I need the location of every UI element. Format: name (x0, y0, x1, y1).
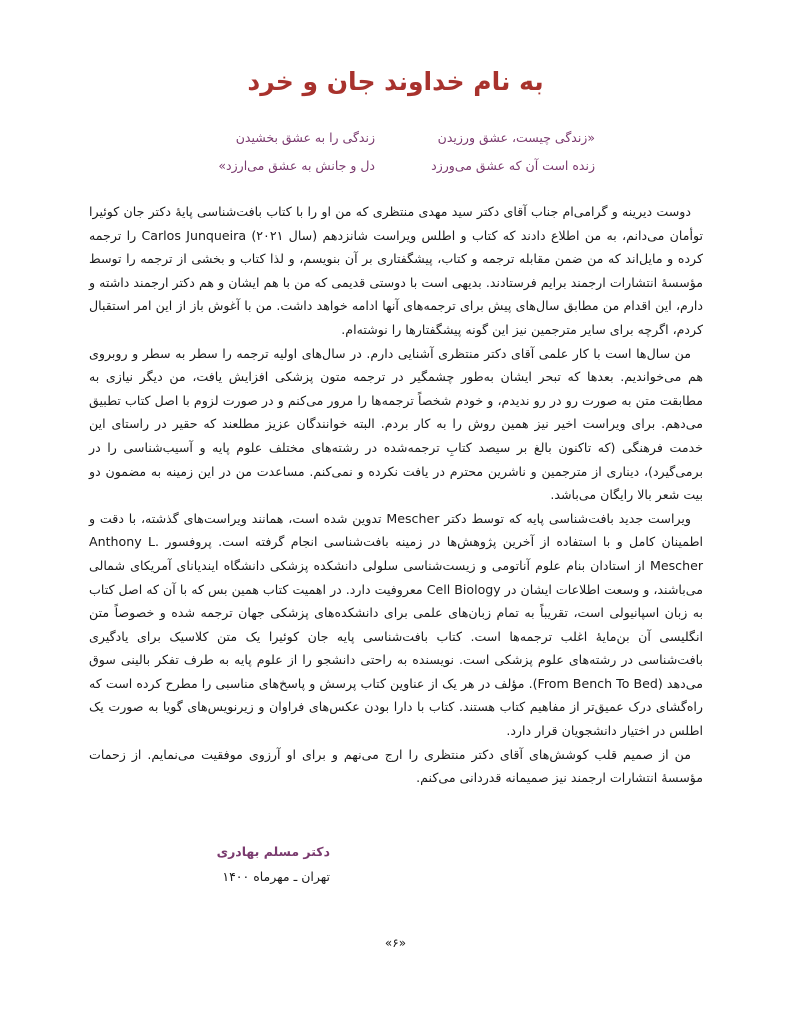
paragraph: دوست دیرینه و گرامی‌ام جناب آقای دکتر سید مهدی منتظری که من او را با کتاب بافت‌شناسی پایهٔ دکتر جان کوئیرا توأمان می‌دانم، به من اطلاع دادند که کتاب و اطلس ویراست شانزدهم (سال ۲۰۲۱) Carlos Junqueira را ترجمه کرده و مایل‌اند که من ضمن مقابله ترجمه و کتاب، پیشگفتاری بر آن بنویسم، و لذا کتاب و بخشی از ترجمه را توسط مؤسسهٔ انتشارات ارجمند برایم فرستادند. بدیهی است با دوستی قدیمی که من با هم ایشان و هم دکتر ارجمند داشته و دارم، این اقدام من مطابق سال‌های پیش برای ترجمه‌های آنها ادامه خواهد داشت. من با آغوش باز از این امر استقبال کردم، اگرچه برای سایر مترجمین نیز این گونه پیشگفتارها را نوشته‌ام. (89, 204, 703, 337)
poem-hemistich-left: زندگی را به عشق بخشیدن (235, 130, 375, 145)
poem-hemistich-right: «زندگی چیست، عشق ورزیدن (437, 130, 595, 145)
author-name: دکتر مسلم بهادری (216, 844, 330, 859)
poem-line (195, 152, 595, 180)
paragraph: ویراست جدید بافت‌شناسی پایه که توسط دکتر Mescher تدوین شده است، همانند ویراست‌های گذشته، با دقت و اطمینان کامل و با استفاده از آخرین پژوهش‌ها در زمینه بافت‌شناسی انجام گرفته است. پروفسور Anthony L. Mescher از استادان بنام علوم آناتومی و زیست‌شناسی سلولی دانشکده پزشکی دانشگاه ایندیانای آمریکای شمالی می‌باشند، و وسعت اطلاعات ایشان در Cell Biology معروفیت دارد. در اهمیت کتاب همین بس که با آن که اصل کتاب به زبان اسپانیولی است، تقریباً به تمام زبان‌های علمی برای دانشکده‌های پزشکی جهان ترجمه شده و خصوصاً متن انگلیسی آن بن‌مایهٔ اغلب ترجمه‌ها است. کتاب بافت‌شناسی پایه جان کوئیرا یک متن کلاسیک برای یادگیری بافت‌شناسی در رشته‌های علوم پزشکی است. نویسنده به راحتی دانشجو را از علوم پایه به طرف تفکر بالینی سوق می‌دهد (From Bench To Bed). مؤلف در هر یک از عناوین کتاب پرسش و پاسخ‌های مناسبی را مطرح کرده است که راه‌گشای درک عمیق‌تر از مفاهیم کتاب هستند. کتاب با دارا بودن عکس‌های فراوان و زیرنویس‌های گویا به صورت یک اطلس در اختیار دانشجویان قرار دارد. (89, 510, 703, 739)
preface-body (89, 200, 703, 790)
paragraph: من سال‌ها است با کار علمی آقای دکتر منتظری آشنایی دارم. در سال‌های اولیه ترجمه را سطر به سطر و روبروی هم می‌خواندیم. بعدها که تبحر ایشان به‌طور چشمگیر در ترجمه متون پزشکی افزایش یافت، من دیگر نیازی به مطابقت متن به صورت رو در رو ندیدم، و خودم شخصاً ترجمه‌ها را مرور می‌کنم و در صورت لزوم با اصل کتاب تطبیق می‌دهم. برای ویراست اخیر نیز همین روش را به کار بردم. البته خوانندگان عزیز مطلعند که حقیر در راستای این خدمت فرهنگی (که تاکنون بالغ بر سیصد کتابِ ترجمه‌شده در رشته‌های مختلف علوم پایه و آسیب‌شناسی را در برمی‌گیرد)، دیناری از مترجمین و ناشرین محترم در یافت نکرده و نمی‌کنم. مساعدت من در این زمینه به مضمون دو بیت شعر بالا رایگان می‌باشد. (89, 345, 703, 503)
page-number: «۶» (384, 936, 407, 950)
poem-line (195, 124, 595, 152)
signature-block (170, 840, 330, 890)
poem-hemistich-right: زنده است آن که عشق می‌ورزد (431, 158, 595, 173)
page-title: به نام خداوند جان و خرد (247, 67, 544, 96)
poem-hemistich-left: دل و جانش به عشق می‌ارزد» (218, 158, 375, 173)
poem-block (195, 124, 595, 180)
paragraph: من از صمیم قلب کوشش‌های آقای دکتر منتظری را ارج می‌نهم و برای او آرزوی موفقیت می‌نمایم. از زحمات مؤسسهٔ انتشارات ارجمند نیز صمیمانه قدردانی می‌کنم. (89, 746, 703, 786)
place-date: تهران ـ مهرماه ۱۴۰۰ (222, 869, 330, 884)
